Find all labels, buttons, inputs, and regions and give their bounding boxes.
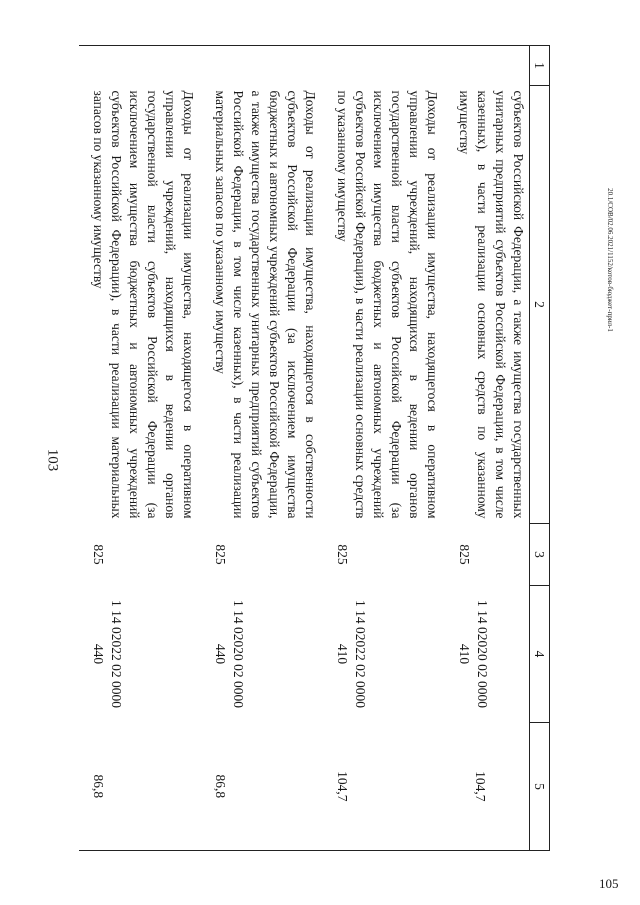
table-row xyxy=(79,46,201,851)
amount-cell: 86,8 xyxy=(79,723,201,851)
row-number-cell xyxy=(445,46,530,86)
column-header: 2 xyxy=(530,86,550,524)
page-number: 103 xyxy=(44,448,61,472)
description-cell: субъектов Российской Федерации, а также имущества государственных унитарных предприятий субъектов Российской Федерации, в том числе казенных), в части реализации основных средств по указанному имуществу xyxy=(457,90,526,519)
admin-code-cell: 825 xyxy=(213,544,228,565)
kbk-code-cell: 1 14 02022 02 0000 410 xyxy=(335,600,368,708)
amount-cell: 104,7 xyxy=(323,723,445,851)
table-row xyxy=(323,46,445,851)
table-row xyxy=(445,46,530,851)
column-header: 4 xyxy=(530,586,550,723)
document-sheet xyxy=(91,45,550,850)
description-cell: Доходы от реализации имущества, находящегося в оперативном управлении учреждений, находящихся в ведении органов государственной власти субъектов Российской Федерации (за исключением имущества бюджетных и автономных учреждений субъектов Российской Федерации), в части реализации основных средств по указанному имуществу xyxy=(335,90,440,519)
admin-code-cell: 825 xyxy=(91,544,106,565)
kbk-code-cell: 1 14 02020 02 0000 440 xyxy=(213,600,246,708)
footer-page-number: 105 xyxy=(599,876,619,891)
column-header-row xyxy=(530,46,550,851)
rotated-table-container xyxy=(91,45,550,850)
description-cell: Доходы от реализации имущества, находящегося в собственности субъектов Российской Федерации (за исключением имущества бюджетных и автономных учреждений субъектов Российской Федерации, а также имущества государственных унитарных предприятий субъектов Российской Федерации, в том числе казенных), в части реализации материальных запасов по указанному имуществу xyxy=(213,90,318,519)
file-path-note: 20.1/COB/02.06.2021/1152/котов-бюджет-прил-1 xyxy=(606,188,614,332)
admin-code-cell: 825 xyxy=(335,544,350,565)
amount-cell: 104,7 xyxy=(445,723,530,851)
column-header: 3 xyxy=(530,524,550,586)
table-row xyxy=(201,46,323,851)
revenue-table xyxy=(79,45,550,851)
row-number-cell xyxy=(79,46,201,86)
row-number-cell xyxy=(323,46,445,86)
kbk-code-cell: 1 14 02020 02 0000 410 xyxy=(457,600,490,708)
admin-code-cell: 825 xyxy=(457,544,472,565)
column-header: 1 xyxy=(530,46,550,86)
row-number-cell xyxy=(201,46,323,86)
description-cell: Доходы от реализации имущества, находящегося в оперативном управлении учреждений, находящихся в ведении органов государственной власти субъектов Российской Федерации (за исключением имущества бюджетных и автономных учреждений субъектов Российской Федерации), в части реализации материальных запасов по указанному имуществу xyxy=(91,90,196,519)
amount-cell: 86,8 xyxy=(201,723,323,851)
kbk-code-cell: 1 14 02022 02 0000 440 xyxy=(91,600,124,708)
column-header: 5 xyxy=(530,723,550,851)
